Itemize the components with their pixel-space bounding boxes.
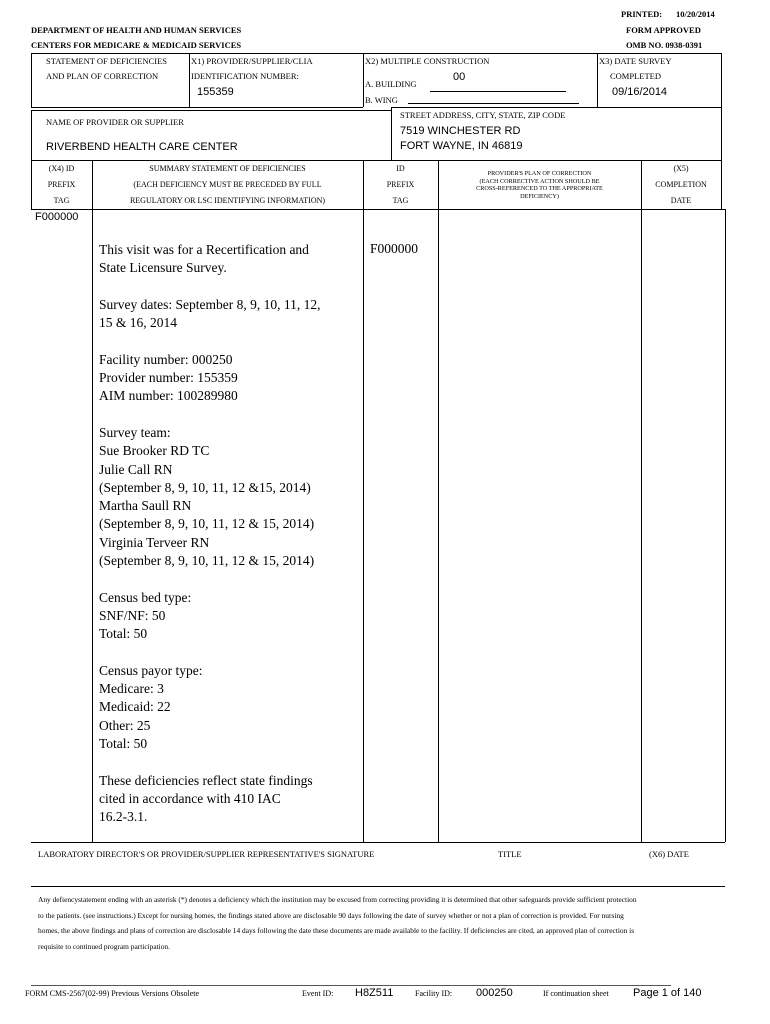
col-x4-header: (X4) ID PREFIX TAG — [47, 164, 76, 205]
facility-id-label: Facility ID: — [415, 989, 453, 998]
summary-line: Census bed type: — [99, 589, 192, 605]
summary-line: 15 & 16, 2014 — [99, 315, 178, 331]
summary-line: (September 8, 9, 10, 11, 12 & 15, 2014) — [99, 516, 315, 532]
deficiency-summary — [99, 241, 320, 827]
address-line-2: FORT WAYNE, IN 46819 — [400, 140, 523, 152]
signature-label: LABORATORY DIRECTOR'S OR PROVIDER/SUPPLIER REPRESENTATIVE'S SIGNATURE — [38, 849, 375, 859]
summary-line: SNF/NF: 50 — [99, 607, 166, 623]
continuation-label: If continuation sheet — [543, 989, 609, 998]
provider-name-label: NAME OF PROVIDER OR SUPPLIER — [46, 117, 184, 127]
summary-line: Survey dates: September 8, 9, 10, 11, 12, — [99, 296, 321, 312]
disclaimer-text: Any defiencystatement ending with an asterisk (*) denotes a deficiency which the institution may be excused from correcting providing it is determined that other safeguards provide sufficient protection to the patients. (see instructions.) Except for nursing homes, the findings stated above are disclosable 90 days following the date of survey whether or not a plan of correction is provided. For nursing homes, the above findings and plans of correction are disclosable 14 days following the date these documents are made available to the facility. If deficiencies are cited, an approved plan of correction is requisite to continued program participation. — [38, 895, 637, 951]
wing-label: B. WING — [365, 95, 398, 105]
summary-line: Medicaid: 22 — [99, 699, 171, 715]
summary-line: Total: 50 — [99, 736, 148, 752]
summary-line: Census payor type: — [99, 662, 203, 678]
col-summary-header: SUMMARY STATEMENT OF DEFICIENCIES (EACH DEFICIENCY MUST BE PRECEDED BY FULL REGULATORY OR LSC IDENTIFYING INFORMATION) — [129, 164, 326, 205]
summary-line: cited in accordance with 410 IAC — [99, 790, 281, 806]
blank-line — [99, 406, 320, 424]
left-prefix-tag: F000000 — [35, 211, 79, 223]
summary-line: Survey team: — [99, 424, 171, 440]
summary-line: Other: 25 — [99, 717, 151, 733]
summary-line: Total: 50 — [99, 626, 148, 642]
form-approved: FORM APPROVED — [626, 25, 701, 35]
summary-line: State Licensure Survey. — [99, 260, 227, 276]
summary-line: This visit was for a Recertification and — [99, 242, 309, 257]
summary-line: Medicare: 3 — [99, 681, 164, 697]
form-number: FORM CMS-2567(02-99) Previous Versions Obsolete — [25, 989, 200, 998]
summary-line: Provider number: 155359 — [99, 370, 238, 386]
summary-line: These deficiencies reflect state findings — [99, 772, 313, 788]
omb-number: OMB NO. 0938-0391 — [626, 40, 703, 50]
summary-line: Sue Brooker RD TC — [99, 443, 210, 459]
summary-line: Martha Saull RN — [99, 498, 192, 514]
printed-label: PRINTED: — [621, 9, 663, 19]
provider-id-value: 155359 — [197, 86, 234, 98]
building-label: A. BUILDING — [365, 79, 417, 89]
centers-name: CENTERS FOR MEDICARE & MEDICAID SERVICES — [31, 40, 242, 50]
survey-date-value: 09/16/2014 — [612, 86, 668, 98]
statement-label-2: AND PLAN OF CORRECTION — [46, 71, 159, 81]
x3-label-2: COMPLETED — [610, 71, 661, 81]
x6-date-label: (X6) DATE — [649, 849, 689, 859]
blank-line — [99, 644, 320, 662]
address-line-1: 7519 WINCHESTER RD — [400, 125, 521, 137]
x1-label-1: X1) PROVIDER/SUPPLIER/CLIA — [191, 56, 313, 66]
summary-line: Julie Call RN — [99, 461, 173, 477]
dept-name: DEPARTMENT OF HEALTH AND HUMAN SERVICES — [31, 25, 242, 35]
event-id-label: Event ID: — [302, 989, 334, 998]
statement-label-1: STATEMENT OF DEFICIENCIES — [46, 56, 168, 66]
x2-label: X2) MULTIPLE CONSTRUCTION — [365, 56, 490, 66]
summary-line: Facility number: 000250 — [99, 351, 233, 367]
provider-name-value: RIVERBEND HEALTH CARE CENTER — [46, 141, 238, 153]
summary-line: AIM number: 100289980 — [99, 388, 238, 404]
summary-line: Virginia Terveer RN — [99, 534, 210, 550]
facility-id-value: 000250 — [476, 987, 513, 999]
blank-line — [99, 332, 320, 350]
page-number: Page 1 of 140 — [633, 987, 702, 999]
summary-line: (September 8, 9, 10, 11, 12 & 15, 2014) — [99, 553, 315, 569]
blank-line — [99, 570, 320, 588]
x1-label-2: IDENTIFICATION NUMBER: — [191, 71, 299, 81]
blank-line — [99, 753, 320, 771]
col-id-header: ID PREFIX TAG — [386, 164, 415, 205]
event-id-value: H8Z511 — [355, 987, 394, 999]
summary-line: (September 8, 9, 10, 11, 12 &15, 2014) — [99, 479, 311, 495]
building-value: 00 — [453, 71, 466, 83]
right-prefix-tag: F000000 — [370, 241, 419, 256]
address-label: STREET ADDRESS, CITY, STATE, ZIP CODE — [400, 110, 566, 120]
col-plan-header: PROVIDER'S PLAN OF CORRECTION (EACH CORRECTIVE ACTION SHOULD BE CROSS-REFERENCED TO THE APPROPRIATE DEFICIENCY) — [476, 170, 603, 200]
printed-date: 10/20/2014 — [676, 9, 715, 19]
x3-label-1: X3) DATE SURVEY — [599, 56, 672, 66]
summary-line: 16.2-3.1. — [99, 809, 148, 825]
col-x5-header: (X5) COMPLETION DATE — [655, 164, 707, 205]
title-label: TITLE — [498, 849, 522, 859]
blank-line — [99, 278, 320, 296]
